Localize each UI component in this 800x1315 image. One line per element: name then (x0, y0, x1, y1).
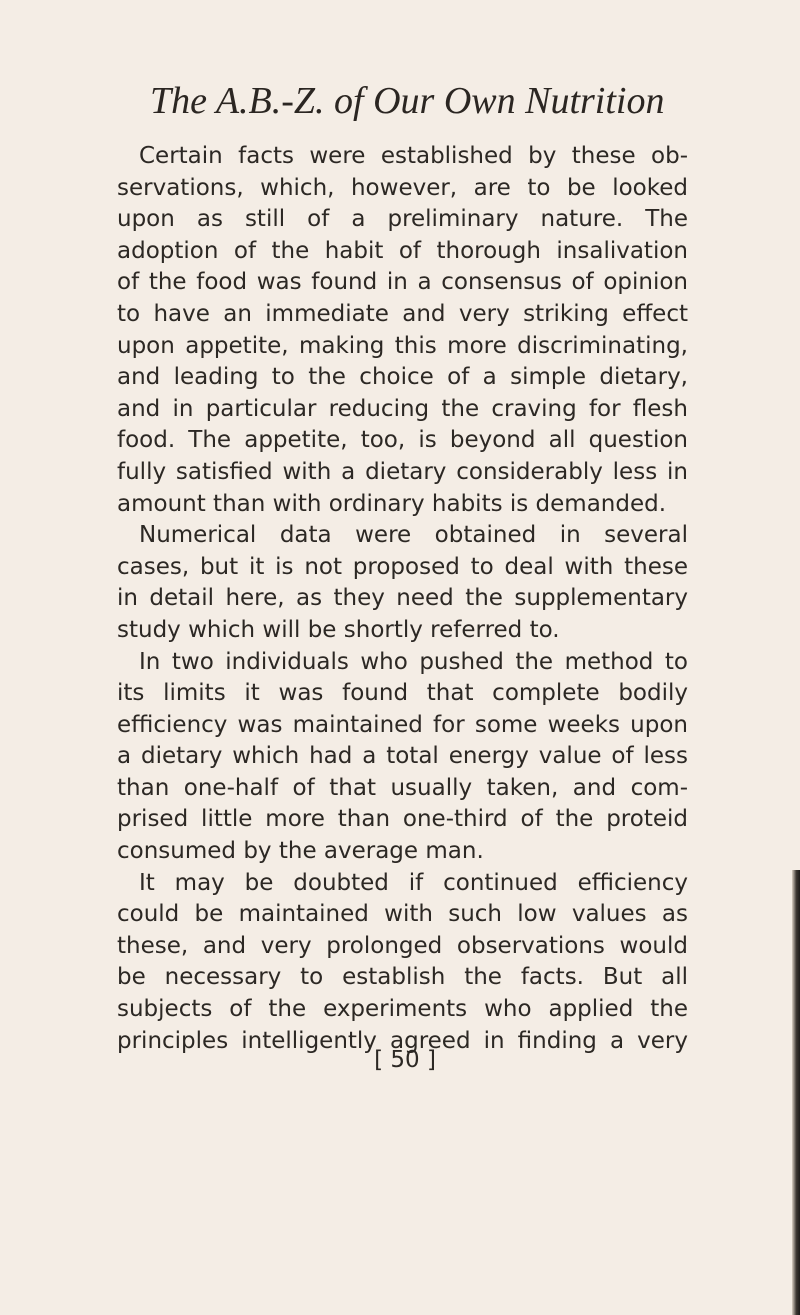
text-line: its limits it was found that complete bodily (117, 680, 688, 707)
text-line: amount than with ordinary habits is demanded. (117, 490, 667, 517)
text-line: adoption of the habit of thorough insalivation (117, 237, 688, 264)
text-line: consumed by the average man. (117, 838, 484, 865)
text-line: food. The appetite, too, is beyond all question (117, 427, 688, 454)
text-line: Certain facts were established by these ob- (139, 143, 688, 169)
text-line: than one-half of that usually taken, and com- (117, 774, 688, 801)
text-line: in detail here, as they need the supplementary (117, 585, 688, 612)
text-line: to have an immediate and very striking effect (117, 300, 688, 327)
text-line: study which will be shortly referred to. (117, 616, 560, 643)
running-head: The A.B.-Z. of Our Own Nutrition (150, 80, 665, 122)
text-line: In two individuals who pushed the method to (139, 648, 688, 675)
text-line: Numerical data were obtained in several (139, 522, 688, 549)
text-line: subjects of the experiments who applied the (117, 996, 688, 1023)
text-line: prised little more than one-third of the proteid (117, 806, 688, 833)
page-number: [ 50 ] (374, 1047, 436, 1073)
text-line: efficiency was maintained for some weeks upon (117, 711, 688, 738)
text-line: and in particular reducing the craving for flesh (117, 395, 688, 422)
text-line: and leading to the choice of a simple dietary, (117, 364, 688, 391)
text-line: servations, which, however, are to be looked (117, 174, 688, 201)
body-text (117, 141, 688, 1057)
text-line: be necessary to establish the facts. But all (117, 964, 688, 991)
page-edge-shadow (792, 870, 800, 1315)
text-line: of the food was found in a consensus of opinion (117, 269, 688, 296)
text-line: upon as still of a preliminary nature. The (117, 206, 688, 233)
text-line: these, and very prolonged observations would (117, 932, 688, 959)
text-line: upon appetite, making this more discriminating, (117, 332, 688, 359)
text-line: principles intelligently agreed in finding a very (117, 1027, 688, 1054)
text-line: could be maintained with such low values as (117, 901, 688, 928)
text-line: cases, but it is not proposed to deal with these (117, 553, 688, 580)
text-line: a dietary which had a total energy value of less (117, 743, 688, 770)
text-line: It may be doubted if continued efficiency (139, 869, 688, 896)
text-line: fully satisfied with a dietary considerably less in (117, 458, 688, 485)
